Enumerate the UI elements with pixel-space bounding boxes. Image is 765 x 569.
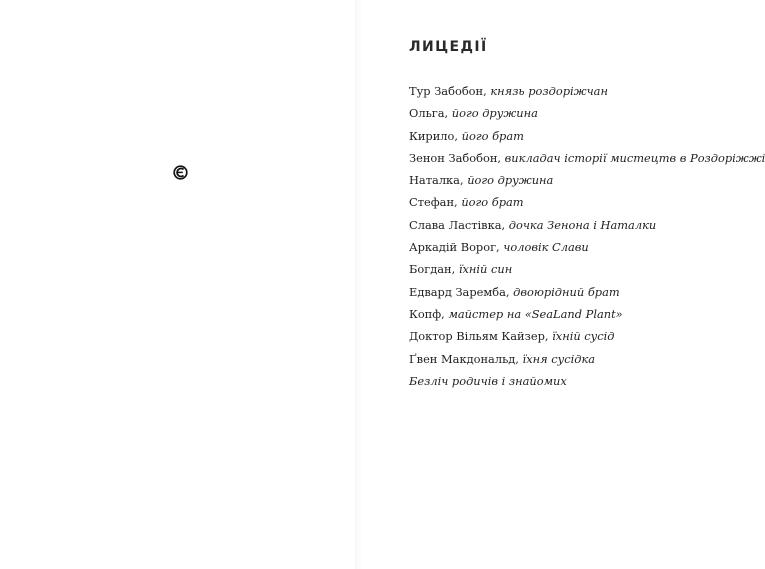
cast-item [409,325,714,347]
cast-item [409,348,714,370]
cast-role: його брат [461,128,524,143]
cast-name: Слава Ластівка, [409,217,506,232]
cast-role: викладач історії мистецтв в Роздоріжжі [504,150,765,165]
cast-item [409,303,714,325]
cast-item [409,80,714,102]
cast-role: його дружина [467,173,554,188]
cast-name: Тур Забобон, [409,84,487,98]
cast-item [409,281,714,303]
cast-item [409,214,714,236]
cast-name: Зенон Забобон, [409,150,502,165]
book-gutter [355,0,363,569]
cast-name: Наталка, [409,173,464,188]
cast-section [409,38,765,392]
cast-name: Стефан, [409,195,458,210]
publisher-logo-icon [173,165,188,180]
cast-name: Аркадій Ворог, [409,240,500,255]
cast-role: Безліч родичів і знайомих [409,373,567,388]
cast-item [409,236,714,258]
cast-role: їхній син [458,262,513,277]
page-title: ЛИЦЕДІЇ [409,39,488,55]
cast-name: Ольга, [409,106,449,121]
left-page [0,0,355,569]
cast-role: його дружина [451,106,538,121]
cast-item [409,125,714,147]
cast-role: його брат [461,195,524,210]
cast-name: Ґвен Макдональд, [409,351,519,366]
cast-role: чоловік Слави [503,240,589,255]
cast-list [409,80,765,392]
cast-role: двоюрідний брат [513,284,620,299]
cast-item [409,169,714,191]
cast-item [409,147,765,169]
cast-role: князь роздоріжчан [490,84,608,98]
cast-role: майстер на «SeaLand Plant» [448,306,623,321]
cast-name: Богдан, [409,262,456,277]
cast-role: дочка Зенона і Наталки [508,217,657,232]
cast-name: Едвард Заремба, [409,284,510,299]
cast-name: Кирило, [409,128,459,143]
cast-item [409,370,714,392]
cast-name: Копф, [409,306,445,321]
cast-item [409,191,714,213]
cast-item [409,102,714,124]
cast-role: їхній сусід [552,329,615,344]
cast-role: їхня сусідка [522,351,596,366]
cast-name: Доктор Вільям Кайзер, [409,329,549,344]
cast-item [409,258,714,280]
